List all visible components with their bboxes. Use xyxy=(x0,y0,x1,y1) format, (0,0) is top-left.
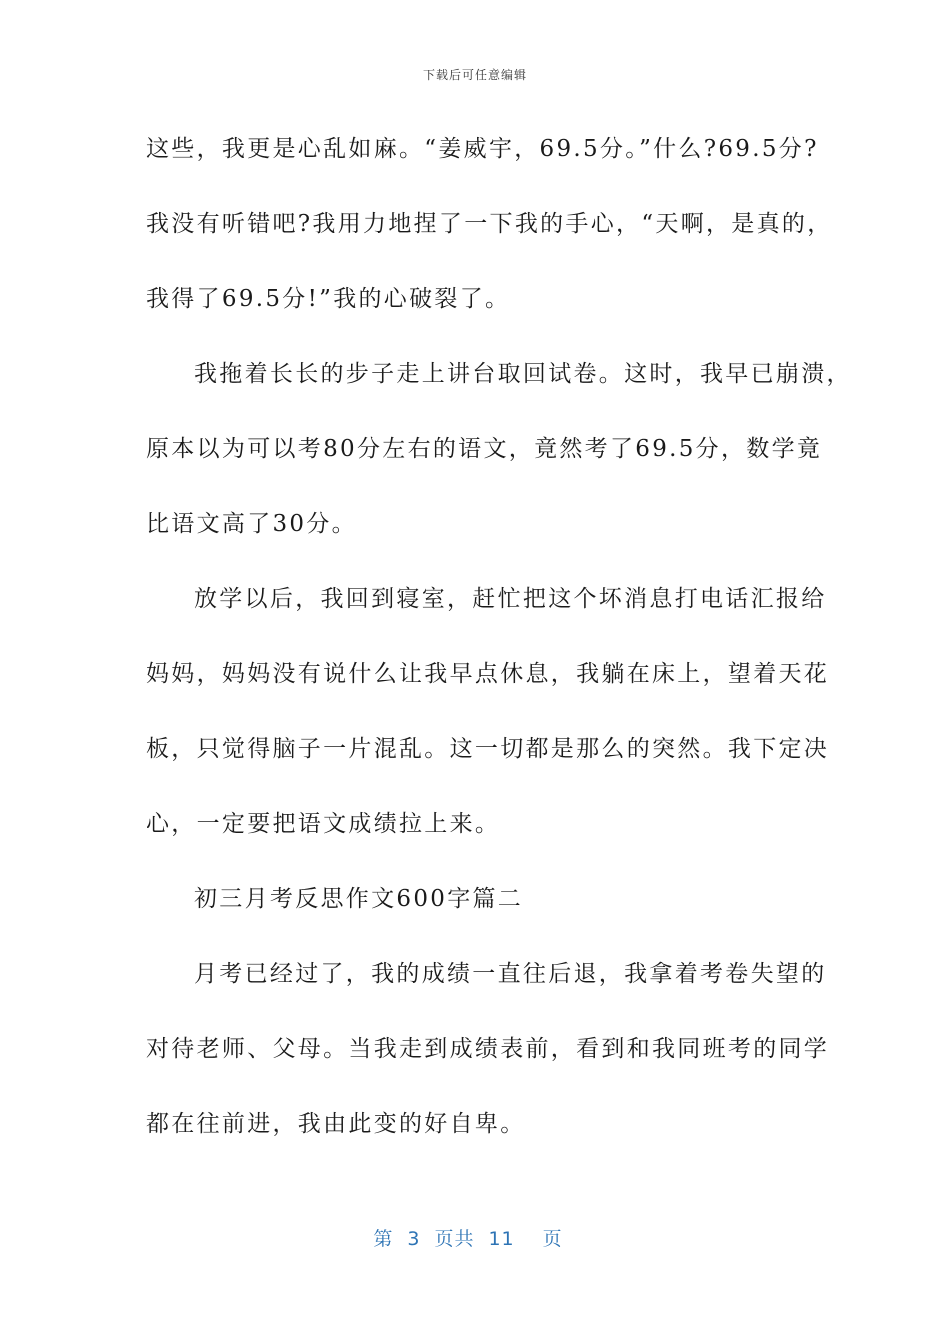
page-number: 3 xyxy=(407,1228,421,1250)
total-pages: 11 xyxy=(488,1228,515,1250)
paragraph xyxy=(146,112,833,337)
text-line: 放学以后，我回到寝室，赶忙把这个坏消息打电话汇报给 xyxy=(194,586,827,612)
page-middle: 页共 xyxy=(434,1228,475,1250)
text-line: 妈妈，妈妈没有说什么让我早点休息，我躺在床上，望着天花 xyxy=(146,661,830,687)
document-body xyxy=(146,112,852,1162)
text-line: 初三月考反思作文600字篇二 xyxy=(194,886,524,912)
text-line: 我拖着长长的步子走上讲台取回试卷。这时，我早已崩溃， xyxy=(194,361,852,387)
text-line: 原本以为可以考80分左右的语文，竟然考了69.5分，数学竟 xyxy=(146,436,823,462)
text-line: 我没有听错吧?我用力地捏了一下我的手心，“天啊，是真的， xyxy=(146,211,833,237)
paragraph xyxy=(146,562,830,862)
text-line: 比语文高了30分。 xyxy=(146,511,357,537)
text-line: 心，一定要把语文成绩拉上来。 xyxy=(146,811,501,837)
text-line: 都在往前进，我由此变的好自卑。 xyxy=(146,1111,526,1137)
text-line: 我得了69.5分!”我的心破裂了。 xyxy=(146,286,511,312)
text-line: 这些，我更是心乱如麻。“姜威宇，69.5分。”什么?69.5分? xyxy=(146,136,819,162)
text-line: 板，只觉得脑子一片混乱。这一切都是那么的突然。我下定决 xyxy=(146,736,830,762)
paragraph xyxy=(146,337,852,562)
paragraph xyxy=(146,937,830,1162)
page-prefix: 第 xyxy=(373,1228,394,1250)
text-line: 月考已经过了，我的成绩一直往后退，我拿着考卷失望的 xyxy=(194,961,827,987)
header-note: 下载后可任意编辑 xyxy=(422,68,527,82)
text-line: 对待老师、父母。当我走到成绩表前，看到和我同班考的同学 xyxy=(146,1036,830,1062)
section-heading xyxy=(146,862,806,937)
page-suffix: 页 xyxy=(542,1228,563,1250)
page-footer xyxy=(0,1224,950,1251)
